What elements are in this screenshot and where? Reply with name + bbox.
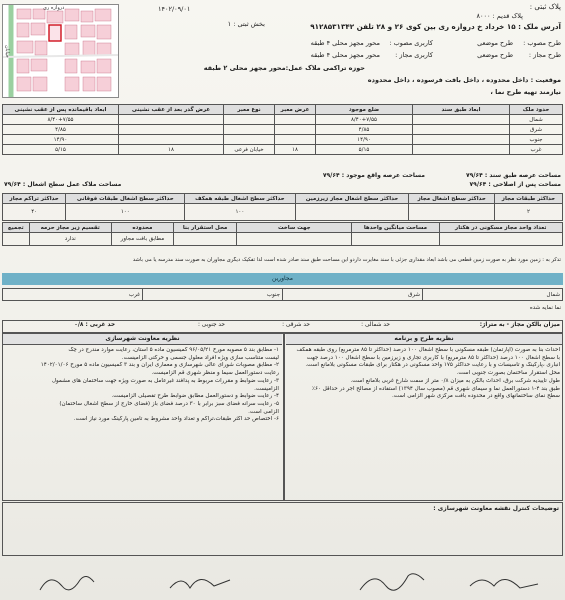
neighbors-table bbox=[2, 288, 563, 301]
bounds-cell bbox=[275, 115, 316, 125]
planning-opinion-line: سطح نمای ساختمانهای واقع در محدوده بافت مرکزی شهر الزامی است. bbox=[391, 393, 560, 400]
units-cell: مطابق بافت مجاور bbox=[111, 233, 173, 246]
bounds-cell bbox=[413, 135, 510, 145]
bounds-cell: ۸/۴۰+۷/۵۵ bbox=[316, 115, 413, 125]
bounds-cell bbox=[275, 125, 316, 135]
plak-sabti: پلاک ثبتی : bbox=[529, 3, 561, 11]
bounds-cell: شرق bbox=[510, 125, 563, 135]
rules-header: حداکثر تراکم مجاز bbox=[3, 194, 66, 204]
tarh-mojaz: طرح موضعی bbox=[477, 51, 513, 59]
neighbors-strip-title: مجاورین bbox=[2, 273, 563, 285]
signature-mark bbox=[360, 574, 424, 590]
area-vaqe: مساحت عرصه واقع موجود : ۷۹/۶۴ bbox=[322, 172, 425, 179]
units-header: تعداد واحد مجاز مسکونی در هکتار bbox=[439, 223, 562, 233]
bounds-header: عرض معبر bbox=[275, 105, 316, 115]
mizan-gharbi: حد غربی : ۰/۸ bbox=[74, 322, 115, 328]
units-cell bbox=[173, 233, 236, 246]
planning-opinion-text bbox=[288, 347, 560, 497]
mizan-shomali: حد شمالی : bbox=[361, 322, 390, 328]
karbari-mojaz-label: کاربری مجاز : bbox=[395, 51, 433, 59]
urban-deputy-opinion-text bbox=[5, 347, 279, 497]
rules-header: حداکثر سطح اشغال طبقه همکف bbox=[185, 194, 295, 204]
urban-deputy-opinion-line: الزامیست. bbox=[254, 385, 279, 392]
neighbor-cell: جنوب bbox=[143, 289, 283, 301]
mizan-jonubi: حد جنوبی : bbox=[197, 322, 225, 328]
bounds-cell: خیابان فرعی bbox=[224, 145, 275, 155]
rules-cell: ۱۰۰ bbox=[66, 204, 185, 221]
urban-deputy-opinion-line: الزامی است. bbox=[248, 408, 279, 415]
bounds-cell bbox=[224, 125, 275, 135]
bounds-cell: ۵/۱۵ bbox=[316, 145, 413, 155]
plak-qadim: پلاک قدیم : ۸۰۰۰ bbox=[476, 12, 523, 20]
urban-deputy-opinion-line: ۶- اختصاص حد اکثر طبقات،تراکم و تعداد واحد مشروط به تامین پارکینگ مورد نیاز است. bbox=[73, 416, 279, 423]
area-pas-az-eslahi: مساحت پس از اصلاحی : ۷۹/۶۴ bbox=[469, 181, 561, 188]
units-cell: ندارد bbox=[29, 233, 111, 246]
tarh-mosavab-label: طرح مصوب : bbox=[523, 39, 561, 47]
units-header: محل استقرار بنا bbox=[173, 223, 236, 233]
signature-mark bbox=[470, 579, 538, 588]
units-header: جهت ساخت bbox=[237, 223, 352, 233]
site-map bbox=[2, 4, 119, 98]
address: آدرس ملک : ۱۵ خرداد خ دروازه ری بین کوی ۲۶ و ۲۸ تلفن ۹۱۲۸۵۳۱۳۴۲ bbox=[310, 22, 561, 31]
site-map-drawing bbox=[3, 5, 118, 97]
urban-deputy-opinion-line: لیست متناسب سازی ویژه افراد معلول جسمی و حرکتی الزامیست. bbox=[121, 354, 279, 361]
rules-header: حداکثر طبقات مجاز bbox=[494, 194, 562, 204]
neighbor-cell: شمال bbox=[423, 289, 563, 301]
map-label-side: خیابان bbox=[4, 45, 10, 58]
units-header: تجمیع bbox=[3, 223, 30, 233]
urban-deputy-opinion-line: ۳- رعایت ضوابط و مقررات مربوط به پدافند غیرعامل به صورت ویژه جهت ساختمان های مشمول bbox=[51, 377, 279, 384]
bounds-cell bbox=[413, 145, 510, 155]
bounds-cell: ۱۸ bbox=[119, 145, 224, 155]
signature-area bbox=[0, 560, 565, 600]
bounds-cell: شمال bbox=[510, 115, 563, 125]
table-row bbox=[3, 145, 563, 155]
bounds-cell bbox=[119, 135, 224, 145]
bounds-cell bbox=[275, 135, 316, 145]
bounds-cell bbox=[224, 135, 275, 145]
units-table bbox=[2, 222, 563, 246]
bounds-cell bbox=[119, 115, 224, 125]
bakhsh-sabti: بخش ثبتی : ۱ bbox=[227, 20, 265, 28]
bounds-cell bbox=[119, 125, 224, 135]
planning-opinion-line: طول تاییدیه شرکت برق، احداث بالکن به میزان ۰/۸ متر از سمت شارع غربی بلامانع است. bbox=[350, 377, 560, 384]
tozihat-label: توضیحات کنترل نقشه معاونت شهرسازی : bbox=[433, 505, 559, 512]
bounds-cell: ۱۴/۹۰ bbox=[3, 135, 119, 145]
neighbor-cell: شرق bbox=[283, 289, 423, 301]
signature-mark bbox=[40, 576, 94, 590]
rules-header: حداکثر سطح اشغال مجاز زیرزمین bbox=[295, 194, 409, 204]
tarh-mosavab: طرح موضعی bbox=[477, 39, 513, 47]
bounds-header: عرض گذر بعد از عقب نشینی bbox=[119, 105, 224, 115]
urban-deputy-opinion-title: نظریه معاونت شهرسازی bbox=[3, 334, 282, 345]
bounds-header: ضلع موجود bbox=[316, 105, 413, 115]
bounds-cell: غرب bbox=[510, 145, 563, 155]
rules-header: حداکثر سطح اشغال طبقات فوقانی bbox=[66, 194, 185, 204]
neighbor-cell: غرب bbox=[3, 289, 143, 301]
table-row bbox=[3, 125, 563, 135]
tarh-mojaz-label: طرح مجاز : bbox=[528, 51, 561, 59]
mizan-sharqi: حد شرقی : bbox=[282, 322, 310, 328]
table-row bbox=[3, 204, 563, 221]
table-row bbox=[3, 233, 563, 246]
urban-deputy-opinion-line: ۲- مطابق مصوبات شورای عالی شهرسازی و معماری ایران و بند ۳ کمیسیون ماده ۵ مورخ ۱۴۰۲/۰۱/۰۶ bbox=[40, 362, 279, 369]
urban-deputy-opinion-line: ۱- مطابق بند ۵ مصوبه مورخ ۹۶/۰۵/۲۱ کمیسیون ماده ۵ استان، رعایت موارد مندرج در چک bbox=[68, 347, 279, 353]
table-row bbox=[3, 115, 563, 125]
rules-cell: ۱۰۰ bbox=[185, 204, 295, 221]
units-header: مساحت میانگین واحدها bbox=[352, 223, 439, 233]
planning-opinion-line: احداث بنا به صورت (آپارتمان) طبقه مسکونی با سطح اشغال ۱۰۰ درصد (حداکثر تا ۸۵ مترمربع) روی طبقه همکف bbox=[296, 347, 560, 353]
bounds-cell: ۴/۸۵ bbox=[3, 125, 119, 135]
bounds-header: ابعاد طبق سند bbox=[413, 105, 510, 115]
bounds-cell: ۴/۸۵ bbox=[316, 125, 413, 135]
bounds-table bbox=[2, 104, 563, 155]
bounds-cell bbox=[413, 115, 510, 125]
units-header: تقسیم زیر مجاز حرمه bbox=[29, 223, 111, 233]
bounds-header: حدود ملک bbox=[510, 105, 563, 115]
map-label-top: دروازه ری bbox=[43, 5, 65, 11]
niazmand: نیازمند تهیه طرح نما ، bbox=[490, 88, 561, 96]
hozeh-tarakomi: حوزه تراکمی ملاک عمل:محور مجهز محلی ۲ طبقه bbox=[203, 64, 365, 72]
area-sanad: مساحت عرصه طبق سند : ۷۹/۶۴ bbox=[465, 172, 561, 179]
mizan-label: میزان بالکن مجاز - به متراژ: bbox=[479, 322, 560, 328]
urban-deputy-opinion-line: ۵- رعایت سرانه فضای سبز برابر با ۳۰ درصد فضای باز (فضای خارج از سطح اشغال ساختمان) bbox=[59, 400, 279, 407]
table-row bbox=[3, 135, 563, 145]
units-cell bbox=[352, 233, 439, 246]
bounds-header: ابعاد باقیمانده پس از عقب نشینی bbox=[3, 105, 119, 115]
note-line: تذکر به : زمین مورد نظر به صورت زمین قطعی می باشد ابعاد مقداری جزئی با سند مغایرت داردو این مساحت طبق سند صادر شده است لذا تفکیک دیگری مجاوران به صورت سند مدرسه یا می باشد bbox=[132, 257, 561, 263]
planning-opinion-title: نظریه طرح و برنامه bbox=[286, 334, 562, 345]
urban-deputy-opinion-line: ۴- رعایت ضوابط و دستورالعمل مطابق ضوابط طرح تفصیلی الزامیست. bbox=[111, 393, 279, 400]
rules-table bbox=[2, 193, 563, 221]
bounds-cell: ۱۴/۹۰ bbox=[316, 135, 413, 145]
bounds-cell bbox=[224, 115, 275, 125]
units-cell bbox=[439, 233, 562, 246]
bounds-cell bbox=[413, 125, 510, 135]
area-melak-amal: مساحت ملاک عمل سطح اشغال : ۷۹/۶۴ bbox=[4, 181, 122, 188]
bounds-cell: جنوب bbox=[510, 135, 563, 145]
signature-mark bbox=[170, 579, 230, 588]
karbari-mojaz: محور مجهز محلی ۴ طبقه bbox=[310, 51, 380, 59]
bounds-cell: ۸/۴۰+۷/۵۵ bbox=[3, 115, 119, 125]
karbari-mosavab-label: کاربری مصوب : bbox=[389, 39, 433, 47]
bounds-cell: ۵/۱۵ bbox=[3, 145, 119, 155]
table-row bbox=[3, 289, 563, 301]
rules-cell: ۴۰ bbox=[3, 204, 66, 221]
rules-cell: ۲ bbox=[494, 204, 562, 221]
bounds-header-row bbox=[3, 105, 563, 115]
rules-header-row bbox=[3, 194, 563, 204]
units-header: محدوده bbox=[111, 223, 173, 233]
planning-opinion-line: انباری ،پارکینگ و تاسیسات و با رعایت حداکثر ۱۷۵ واحد مسکونی در هکتار برای طبقات مسکونی بلامانع است. bbox=[305, 362, 560, 369]
planning-opinion-line: با سطح اشغال ۱۰۰ درصد (حداکثر تا ۸۵ مترمربع) با کاربری تجاری و زیرزمین با سطح اشغال ۱۰۰ درصد جهت bbox=[306, 354, 560, 361]
urban-deputy-opinion-line: رعایت دستورالعمل سیما و منظر شهری قم الزامیست. bbox=[151, 370, 279, 377]
planning-opinion-line: طبق بند ۴-۱ دستورالعمل نما و سیمای شهری قم (مصوب سال ۱۳۹۴) استفاده از مصالح آجر در حداقل ۶۰٪ bbox=[311, 385, 560, 392]
date: ۱۴۰۲/۰۹/۰۱ bbox=[158, 5, 191, 13]
units-cell bbox=[3, 233, 30, 246]
bounds-header: نوع معبر bbox=[224, 105, 275, 115]
nama-label: نما نمایه شده bbox=[529, 305, 561, 311]
units-header-row bbox=[3, 223, 563, 233]
rules-cell bbox=[409, 204, 494, 221]
planning-opinion-line: محل استقرار ساختمان بصورت جنوبی است. bbox=[456, 370, 560, 377]
units-cell bbox=[237, 233, 352, 246]
karbari-mosavab: محور مجهز محلی ۴ طبقه bbox=[310, 39, 380, 47]
bounds-cell: ۱۸ bbox=[275, 145, 316, 155]
mogheiyat: موقعیت : داخل محدوده ، داخل بافت فرسوده ، داخل محدوده bbox=[367, 76, 561, 84]
rules-cell bbox=[295, 204, 409, 221]
rules-header: حداکثر سطح اشغال مجاز bbox=[409, 194, 494, 204]
